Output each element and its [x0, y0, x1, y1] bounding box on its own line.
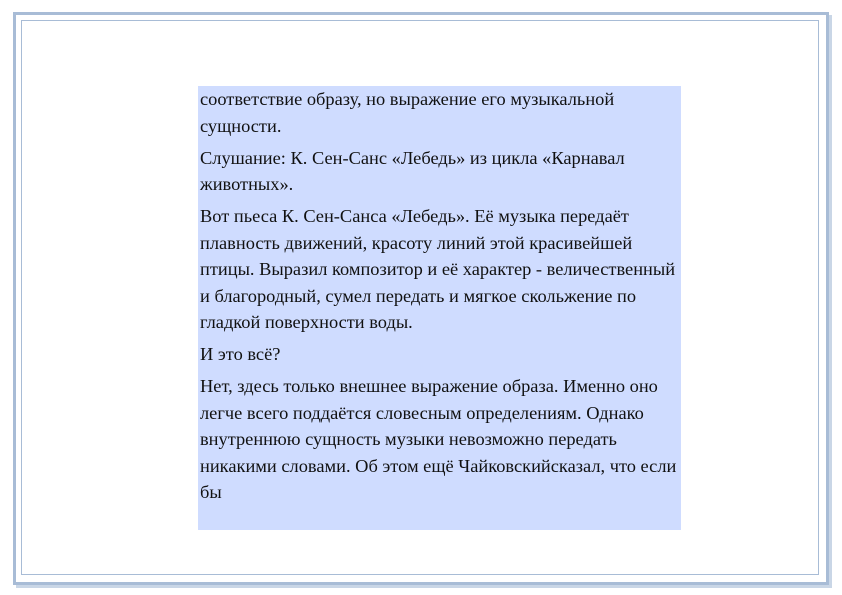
paragraph-3: Вот пьеса К. Сен-Санса «Лебедь». Её музыка передаёт плавность движений, красоту линий этой красивейшей птицы. Выразил композитор и её характер - величественный и благородный, сумел передать и мягкое скольжение по гладкой поверхности воды. — [200, 206, 676, 332]
paragraph-5: Нет, здесь только внешнее выражение образа. Именно оно легче всего поддаётся словесным определениям. Однако внутреннюю сущность музыки невозможно передать никакими словами. Об этом ещё Чайковскийсказал, что если бы — [200, 376, 677, 502]
text-box — [198, 86, 681, 530]
paragraph-4: И это всё? — [200, 344, 281, 364]
paragraph-1: соответствие образу, но выражение его музыкальной сущности. — [200, 89, 615, 136]
paragraph-2: Слушание: К. Сен-Санс «Лебедь» из цикла «Карнавал животных». — [200, 147, 625, 194]
